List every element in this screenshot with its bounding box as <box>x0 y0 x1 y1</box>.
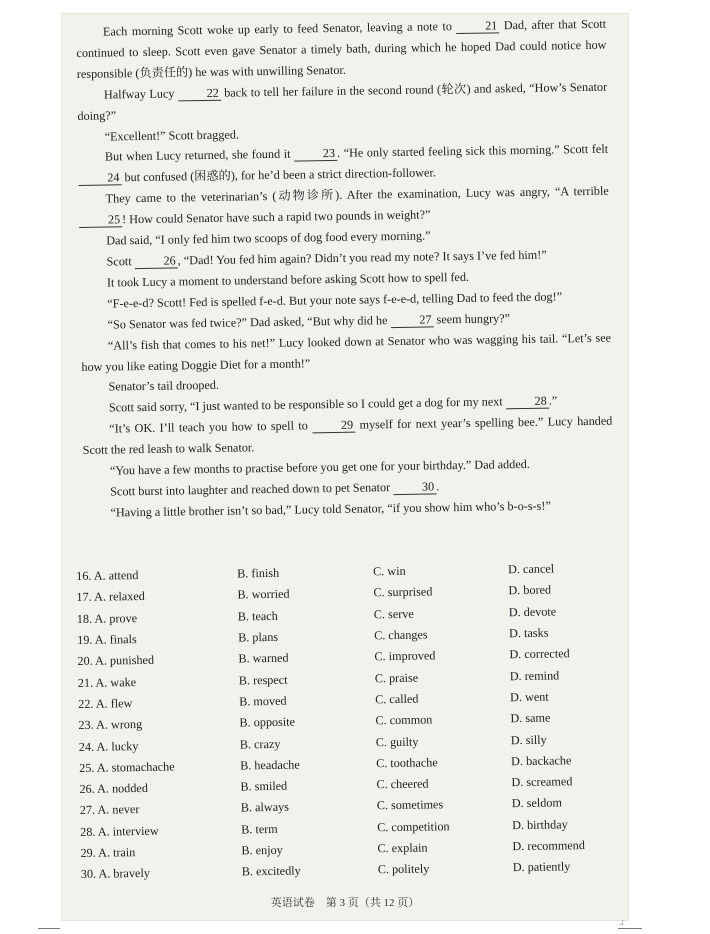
passage-text: But when Lucy returned, she found it <box>104 147 295 164</box>
passage-text: Dad said, “I only fed him two scoops of dog food every morning.” <box>106 228 431 248</box>
passage-text: Halfway Lucy <box>103 86 178 102</box>
option-choice: 26. A. nodded <box>79 781 148 797</box>
option-choice: B. smiled <box>240 778 288 794</box>
option-choice: 30. A. bravely <box>80 866 151 882</box>
blank-23: 23 <box>294 146 337 162</box>
option-choice: D. backache <box>511 753 572 769</box>
option-choice: B. worried <box>237 587 290 602</box>
option-choice: B. warned <box>238 651 289 666</box>
option-choice: D. went <box>510 689 549 705</box>
option-choice: D. recommend <box>512 838 585 854</box>
option-choice: C. cheered <box>376 776 429 792</box>
option-choice: B. respect <box>238 672 288 688</box>
option-choice: 20. A. punished <box>77 653 155 669</box>
option-choice: B. opposite <box>239 714 296 730</box>
answer-options <box>76 558 621 886</box>
passage-text: Senator’s tail drooped. <box>108 378 220 394</box>
option-choice: D. corrected <box>509 646 570 662</box>
passage-text: . “He only started feeling sick this morning.” Scott felt <box>336 142 609 161</box>
option-choice: D. seldom <box>511 795 562 811</box>
passage-text: “You have a few months to practise before you get one for your birthday.” Dad added. <box>109 456 530 478</box>
option-choice: 28. A. interview <box>80 823 159 839</box>
option-choice: 29. A. train <box>80 845 136 860</box>
option-choice: D. devote <box>508 604 557 619</box>
option-choice: B. moved <box>239 693 287 709</box>
option-choice: D. screamed <box>511 774 573 790</box>
blank-29: 29 <box>312 418 355 434</box>
passage-text: “F-e-e-d? Scott! Fed is spelled f-e-d. But your note says f-e-e-d, telling Dad to feed the dog!” <box>107 289 563 311</box>
option-choice: C. guilty <box>375 734 419 749</box>
option-choice: D. remind <box>509 668 560 683</box>
option-choice: B. always <box>240 800 290 815</box>
option-choice: B. finish <box>237 565 280 581</box>
option-choice: 25. A. stomachache <box>79 759 175 775</box>
option-choice: D. cancel <box>507 561 555 577</box>
option-choice: D. tasks <box>508 625 549 641</box>
corner-mark: ┘ <box>620 920 626 929</box>
cloze-passage <box>76 14 614 524</box>
blank-30: 30 <box>393 479 436 495</box>
option-choice: B. crazy <box>239 736 281 751</box>
passage-text: They came to the veterinarian’s (动物诊所). After the examination, Lucy was angry, “A terrible <box>105 183 609 206</box>
option-choice: 27. A. never <box>79 802 140 818</box>
blank-24: 24 <box>78 171 121 187</box>
option-choice: 23. A. wrong <box>78 717 143 733</box>
option-choice: B. plans <box>238 629 279 645</box>
passage-text: .” <box>548 393 558 408</box>
option-choice: C. surprised <box>373 584 433 600</box>
option-choice: D. patiently <box>512 859 571 875</box>
option-choice: C. common <box>375 712 433 728</box>
option-choice: C. serve <box>373 606 414 622</box>
option-choice: D. silly <box>510 732 547 747</box>
option-choice: C. toothache <box>376 755 438 771</box>
option-choice: C. win <box>373 563 406 579</box>
passage-text: , “Dad! You fed him again? Didn’t you read my note? It says I’ve fed him!” <box>177 247 547 268</box>
blank-22: 22 <box>178 85 221 101</box>
passage-text: seem hungry?” <box>433 310 511 327</box>
option-choice: D. birthday <box>512 817 568 832</box>
option-choice: B. teach <box>237 608 278 624</box>
passage-text: Scott said sorry, “I just wanted to be responsible so I could get a dog for my next <box>108 394 506 415</box>
option-choice: C. changes <box>374 627 428 643</box>
exam-page <box>62 14 628 920</box>
option-choice: C. praise <box>374 670 419 685</box>
passage-text: Dad, after that Scott continued to sleep. Scott even gave Senator a timely bath, during which he hoped Dad could notice how responsible (负责任的) he was with unwilling Senator. <box>76 16 607 81</box>
passage-text: “Having a little brother isn’t so bad,” Lucy told Senator, “if you show him who’s b-o-s-s!” <box>110 498 551 520</box>
option-choice: 17. A. relaxed <box>76 589 145 605</box>
option-choice: 18. A. prove <box>76 610 138 626</box>
paragraph <box>76 14 607 85</box>
passage-text: It took Lucy a moment to understand before asking Scott how to spell fed. <box>106 269 470 290</box>
passage-text: “It’s OK. I’ll teach you how to spell to <box>109 418 313 436</box>
passage-text: “All’s fish that comes to his net!” Lucy looked down at Senator who was wagging his tail. “Let’s see how you like eating Doggie Diet for a month!” <box>81 330 612 374</box>
page-footer: 英语试卷 第 3 页（共 12 页） <box>270 897 420 909</box>
option-choice: B. enjoy <box>241 842 283 858</box>
option-choice: D. same <box>510 710 551 726</box>
option-choice: C. called <box>375 691 419 707</box>
option-choice: C. explain <box>377 840 428 856</box>
passage-text: ! How could Senator have such a rapid two pounds in weight?” <box>122 207 431 227</box>
option-choice: D. bored <box>508 582 552 598</box>
option-choice: 21. A. wake <box>77 674 137 690</box>
option-choice: B. headache <box>240 757 300 773</box>
passage-text: back to tell her failure in the second round (轮次) and asked, “How’s Senator doing?” <box>77 79 608 123</box>
option-choice: B. term <box>241 821 278 837</box>
blank-27: 27 <box>390 312 433 328</box>
passage-text: . <box>436 479 440 494</box>
option-choice: 16. A. attend <box>76 568 139 584</box>
passage-text: Scott <box>106 254 135 269</box>
passage-text: “Excellent!” Scott bragged. <box>104 126 240 144</box>
passage-text: “So Senator was fed twice?” Dad asked, “But why did he <box>107 312 391 332</box>
blank-26: 26 <box>135 253 178 269</box>
blank-21: 21 <box>456 18 499 34</box>
option-choice: 24. A. lucky <box>78 738 139 754</box>
passage-text: myself for next year’s spelling bee.” Lucy handed Scott the red leash to walk Senator. <box>82 413 613 458</box>
passage-text: Scott burst into laughter and reached down to pet Senator <box>110 480 394 499</box>
bottom-rule-left <box>38 928 60 929</box>
option-choice: C. competition <box>377 818 450 835</box>
option-choice: 22. A. flew <box>78 696 133 711</box>
option-choice: C. politely <box>377 861 430 877</box>
passage-text: but confused (困惑的), for he’d been a strict direction-follower. <box>121 165 436 185</box>
option-choice: 19. A. finals <box>77 632 137 648</box>
passage-text: Each morning Scott woke up early to feed Senator, leaving a note to <box>102 19 457 39</box>
blank-28: 28 <box>506 394 549 410</box>
option-choice: C. sometimes <box>376 797 444 813</box>
option-choice: C. improved <box>374 648 436 664</box>
option-choice: B. excitedly <box>241 863 301 879</box>
blank-25: 25 <box>79 212 122 228</box>
